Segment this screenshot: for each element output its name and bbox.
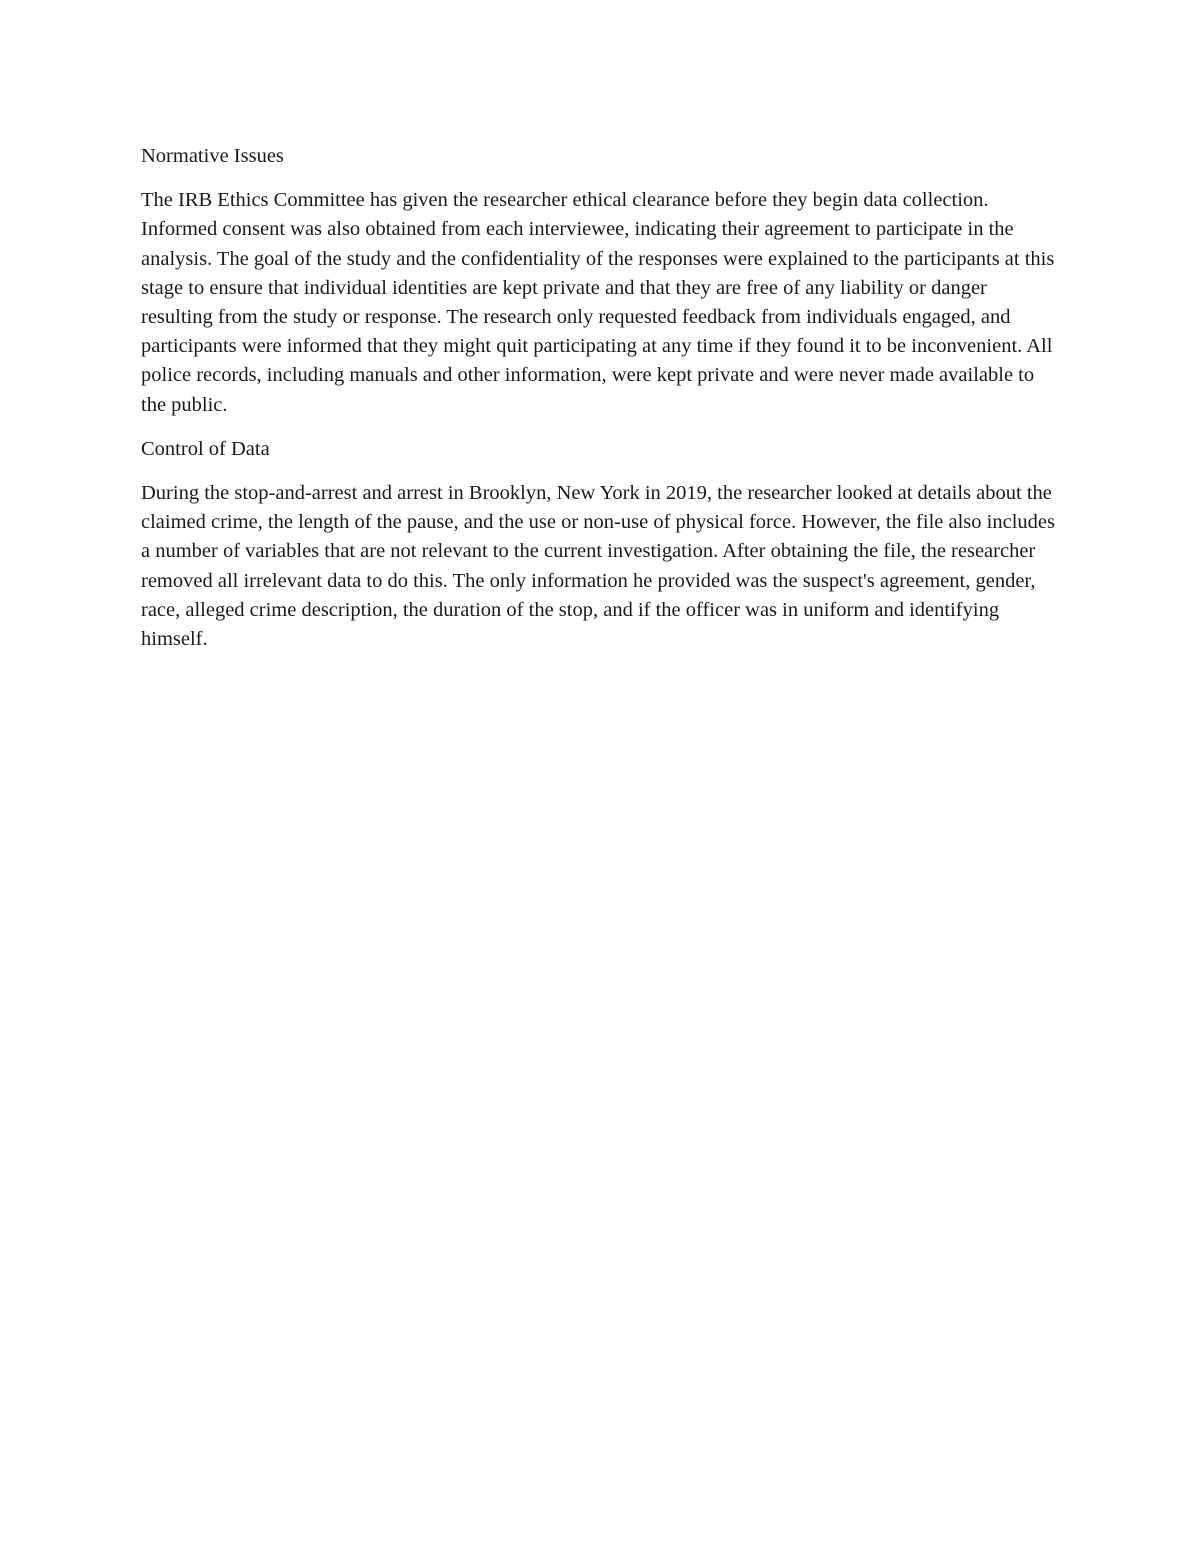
section-paragraph-normative-issues: The IRB Ethics Committee has given the researcher ethical clearance before they begin data collection. Informed consent was also obtained from each interviewee, indicating their agreement to participate in the analysis. The goal of the study and the confidentiality of the responses were explained to the participants at this stage to ensure that individual identities are kept private and that they are free of any liability or danger resulting from the study or response. The research only requested feedback from individuals engaged, and participants were informed that they might quit participating at any time if they found it to be inconvenient. All police records, including manuals and other information, were kept private and were never made available to the public. (141, 189, 1055, 416)
section-heading-control-of-data: Control of Data (141, 437, 270, 460)
document-body (141, 142, 1059, 669)
section-heading-normative-issues: Normative Issues (141, 145, 284, 167)
section-paragraph-control-of-data: During the stop-and-arrest and arrest in Brooklyn, New York in 2019, the researcher looked at details about the claimed crime, the length of the pause, and the use or non-use of physical force. However, the file also includes a number of variables that are not relevant to the current investigation. After obtaining the file, the researcher removed all irrelevant data to do this. The only information he provided was the suspect's agreement, gender, race, alleged crime description, the duration of the stop, and if the officer was in uniform and identifying himself. (141, 482, 1055, 651)
